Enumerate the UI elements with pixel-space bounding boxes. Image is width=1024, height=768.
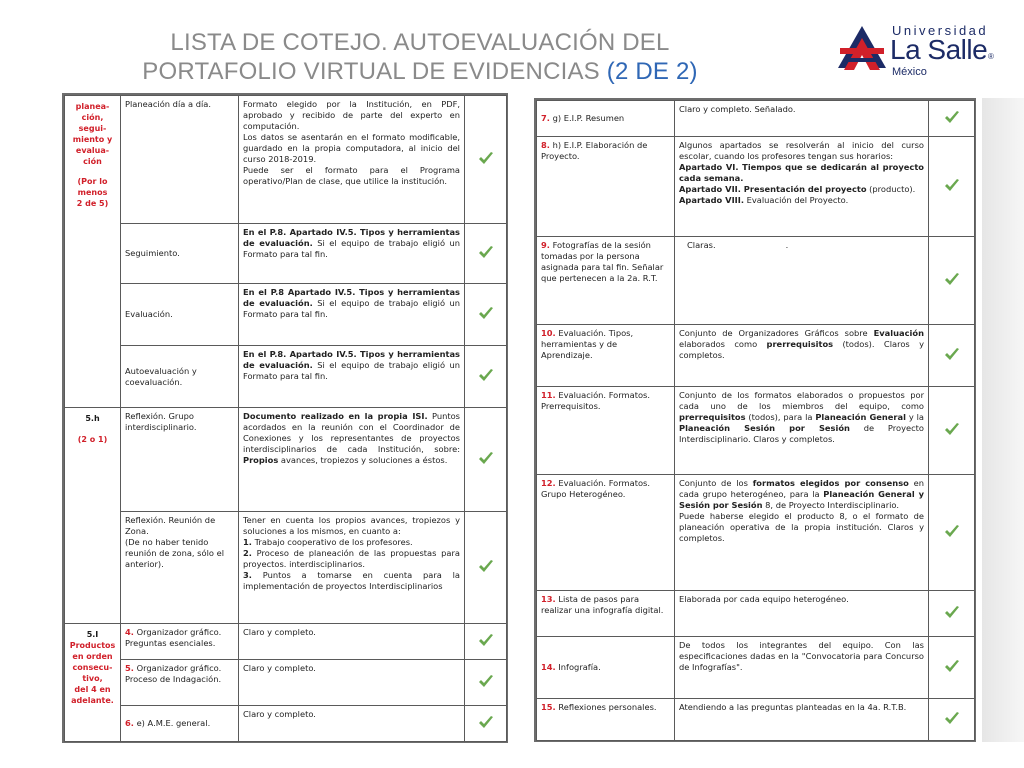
- category-line: ción: [83, 157, 102, 166]
- check-cell: [929, 591, 975, 637]
- criteria-cell: Conjunto de los formatos elaborados o propuestos por cada uno de los miembros del equipo, como prerrequisitos (todos), para la Planeación General y la Planeación Sesión por Sesión de Proyecto Interdisciplinario. Claros y completos.: [675, 387, 929, 475]
- check-icon: [944, 524, 960, 538]
- category-line: del 4 en: [74, 685, 111, 694]
- check-icon: [478, 245, 494, 259]
- check-cell: [465, 512, 507, 624]
- check-cell: [929, 387, 975, 475]
- category-line: (2 o 1): [77, 435, 108, 444]
- item-cell: 12. Evaluación. Formatos. Grupo Heterogéneo.: [537, 475, 675, 591]
- item-cell: Seguimiento.: [121, 224, 239, 284]
- criteria-cell: [239, 408, 465, 512]
- item-cell: 13. Lista de pasos para realizar una infografía digital.: [537, 591, 675, 637]
- category-line: en orden: [72, 652, 113, 661]
- criteria-cell: Claro y completo.: [239, 624, 465, 660]
- logo-universidad: Universidad: [892, 23, 989, 38]
- criteria-cell: [239, 512, 465, 624]
- criteria-text: Si el equipo de trabajo eligió un Formato para tal fin.: [243, 360, 461, 381]
- item-cell: 15. Reflexiones personales.: [537, 699, 675, 741]
- criteria-bold: Apartado VI. Tiempos que se dedicarán al proyecto cada semana.: [679, 162, 924, 183]
- criteria-text: Si el equipo de trabajo eligió un Formato para tal fin.: [243, 298, 461, 319]
- item-cell: Reflexión. Grupo interdisciplinario.: [121, 408, 239, 512]
- category-cell: [65, 96, 121, 408]
- check-icon: [478, 559, 494, 573]
- table-row: [537, 637, 975, 699]
- check-icon: [944, 178, 960, 192]
- check-icon: [478, 674, 494, 688]
- check-cell: [929, 137, 975, 237]
- criteria-cell: [239, 96, 465, 224]
- criteria-text: Puede haberse elegido el producto 8, o el formato de planeación operativa de la propia institución. Claros y completos.: [679, 511, 924, 543]
- logo-la-salle: La Salle: [890, 34, 988, 65]
- la-salle-emblem-icon: [836, 24, 888, 74]
- category-line: adelante.: [71, 696, 114, 705]
- criteria-cell: [239, 224, 465, 284]
- category-line: ción,: [81, 113, 104, 122]
- criteria-cell: [675, 475, 929, 591]
- title-line-2-text: PORTAFOLIO VIRTUAL DE EVIDENCIAS: [142, 58, 600, 85]
- category-line: evalua-: [75, 146, 110, 155]
- criteria-text: Puede ser el formato para el Programa operativo/Plan de clase, que utilice la institución.: [243, 165, 460, 186]
- check-cell: [929, 475, 975, 591]
- item-text: Reflexión. Reunión de Zona.: [125, 515, 216, 536]
- criteria-cell: Claras. .: [675, 237, 929, 325]
- table-row: [537, 591, 975, 637]
- criteria-cell: [239, 346, 465, 408]
- criteria-bold: En el P.8. Apartado IV.5. Tipos y herramientas de evaluación.: [243, 349, 460, 370]
- slide-title: [70, 28, 770, 86]
- criteria-line: Apartado VIII. Evaluación del Proyecto.: [679, 195, 849, 205]
- check-icon: [478, 368, 494, 382]
- category-line: segui-: [78, 124, 107, 133]
- category-line: 5.I: [86, 630, 99, 639]
- check-cell: [929, 237, 975, 325]
- table-row: [65, 660, 507, 706]
- category-line: 2 de 5): [76, 199, 109, 208]
- item-cell: 11. Evaluación. Formatos. Prerrequisitos.: [537, 387, 675, 475]
- table-row: [537, 325, 975, 387]
- item-cell: 5. Organizador gráfico. Proceso de Indagación.: [121, 660, 239, 706]
- criteria-bold: En el P.8. Apartado IV.5. Tipos y herramientas de evaluación.: [243, 227, 460, 248]
- table-row: [537, 387, 975, 475]
- category-line: miento y: [72, 135, 113, 144]
- right-checklist-table: [536, 100, 975, 741]
- la-salle-logo: [836, 20, 1006, 82]
- check-cell: [465, 346, 507, 408]
- table-row: [65, 346, 507, 408]
- title-line-1: LISTA DE COTEJO. AUTOEVALUACIÓN DEL: [170, 29, 670, 56]
- category-cell: [65, 624, 121, 742]
- criteria-bold: Propios: [243, 455, 279, 465]
- left-checklist-table: [64, 95, 507, 742]
- item-note: (De no haber tenido reunión de zona, sólo el anterior).: [125, 537, 225, 569]
- criteria-text: Conjunto de los formatos elegidos por consenso en cada grupo heterogéneo, para la Planeación General y Sesión por Sesión 8, de Proyecto Interdisciplinario.: [679, 478, 924, 510]
- item-cell: 8. h) E.I.P. Elaboración de Proyecto.: [537, 137, 675, 237]
- title-line-2: [70, 57, 770, 86]
- title-part: (2 DE 2): [606, 58, 698, 85]
- check-icon: [478, 633, 494, 647]
- logo-registered: ®: [988, 52, 994, 61]
- table-row: [65, 408, 507, 512]
- criteria-cell: Conjunto de Organizadores Gráficos sobre Evaluación elaborados como prerrequisitos (todos). Claros y completos.: [675, 325, 929, 387]
- check-cell: [465, 96, 507, 224]
- criteria-line: Apartado VII. Presentación del proyecto (producto).: [679, 184, 916, 194]
- check-cell: [929, 325, 975, 387]
- item-cell: 14. Infografía.: [537, 637, 675, 699]
- check-icon: [478, 306, 494, 320]
- criteria-point: 1. Trabajo cooperativo de los profesores.: [243, 537, 413, 547]
- category-line: menos: [77, 188, 108, 197]
- table-row: [65, 512, 507, 624]
- criteria-point: 2. Proceso de planeación de las propuestas para proyectos. interdisciplinarios.: [243, 548, 461, 569]
- check-cell: [929, 699, 975, 741]
- check-icon: [944, 422, 960, 436]
- table-row: [65, 224, 507, 284]
- criteria-cell: [675, 137, 929, 237]
- right-checklist-panel: [534, 98, 976, 742]
- table-row: [537, 101, 975, 137]
- category-line: tivo,: [82, 674, 103, 683]
- table-row: [537, 237, 975, 325]
- check-icon: [944, 605, 960, 619]
- left-checklist-panel: [62, 93, 508, 743]
- criteria-text: Si el equipo de trabajo eligió un Formato para tal fin.: [243, 238, 461, 259]
- item-cell: [121, 512, 239, 624]
- criteria-cell: Claro y completo.: [239, 706, 465, 742]
- check-cell: [465, 706, 507, 742]
- check-cell: [929, 101, 975, 137]
- check-cell: [465, 624, 507, 660]
- criteria-text: avances, tropiezos y soluciones a éstos.: [278, 455, 448, 465]
- check-icon: [944, 272, 960, 286]
- right-edge-shadow: [982, 98, 1024, 742]
- criteria-cell: [239, 284, 465, 346]
- category-line: (Por lo: [77, 177, 108, 186]
- check-cell: [465, 284, 507, 346]
- check-cell: [465, 224, 507, 284]
- table-row: [65, 284, 507, 346]
- criteria-cell: Claro y completo.: [239, 660, 465, 706]
- criteria-cell: Claro y completo. Señalado.: [675, 101, 929, 137]
- criteria-bold: En el P.8 Apartado IV.5. Tipos y herramientas de evaluación.: [243, 287, 460, 308]
- criteria-bold: Documento realizado en la propia ISI.: [243, 411, 428, 421]
- category-line: planea-: [75, 102, 110, 111]
- logo-mexico: México: [892, 66, 927, 78]
- criteria-text: Tener en cuenta los propios avances, tropiezos y soluciones a los mismos, en cuanto a:: [243, 515, 460, 536]
- check-icon: [944, 711, 960, 725]
- check-icon: [478, 151, 494, 165]
- table-row: [537, 699, 975, 741]
- table-row: [65, 624, 507, 660]
- table-row: [65, 706, 507, 742]
- item-cell: Autoevaluación y coevaluación.: [121, 346, 239, 408]
- item-cell: 4. Organizador gráfico. Preguntas esenciales.: [121, 624, 239, 660]
- item-cell: Planeación día a día.: [121, 96, 239, 224]
- check-icon: [478, 715, 494, 729]
- item-cell: 7. g) E.I.P. Resumen: [537, 101, 675, 137]
- criteria-text: Los datos se asentarán en el formato modificable, guardado en la propia computadora, al inicio del curso 2018-2019.: [243, 132, 460, 164]
- item-cell: 9. Fotografías de la sesión tomadas por la persona asignada para tal fin. Señalar que pertenecen a la 2a. R.T.: [537, 237, 675, 325]
- table-row: [65, 96, 507, 224]
- check-cell: [929, 637, 975, 699]
- criteria-text: Formato elegido por la Institución, en PDF, aprobado y recibido de parte del experto en computación.: [243, 99, 460, 131]
- criteria-text: Algunos apartados se resolverán al inicio del curso escolar, cuando los profesores tengan sus horarios:: [679, 140, 924, 161]
- table-row: [537, 137, 975, 237]
- check-icon: [944, 110, 960, 124]
- category-line: Productos: [69, 641, 116, 650]
- check-icon: [944, 659, 960, 673]
- criteria-cell: Atendiendo a las preguntas planteadas en la 4a. R.T.B.: [675, 699, 929, 741]
- item-cell: 10. Evaluación. Tipos, herramientas y de Aprendizaje.: [537, 325, 675, 387]
- check-cell: [465, 408, 507, 512]
- item-cell: Evaluación.: [121, 284, 239, 346]
- item-cell: 6. e) A.M.E. general.: [121, 706, 239, 742]
- category-line: 5.h: [85, 414, 100, 423]
- criteria-cell: De todos los integrantes del equipo. Con las especificaciones dadas en la "Convocatoria para Concurso de Infografías".: [675, 637, 929, 699]
- check-icon: [944, 347, 960, 361]
- category-cell: [65, 408, 121, 624]
- criteria-cell: Elaborada por cada equipo heterogéneo.: [675, 591, 929, 637]
- check-cell: [465, 660, 507, 706]
- criteria-point: 3. Puntos a tomarse en cuenta para la implementación de proyectos Interdisciplinarios: [243, 570, 461, 591]
- category-line: consecu-: [72, 663, 113, 672]
- table-row: [537, 475, 975, 591]
- check-icon: [478, 451, 494, 465]
- criteria-text: Puntos acordados en la reunión con el Coordinador de Conexiones y los representantes de proyectos interdisciplinarios de cada Institución, sobre:: [243, 411, 460, 454]
